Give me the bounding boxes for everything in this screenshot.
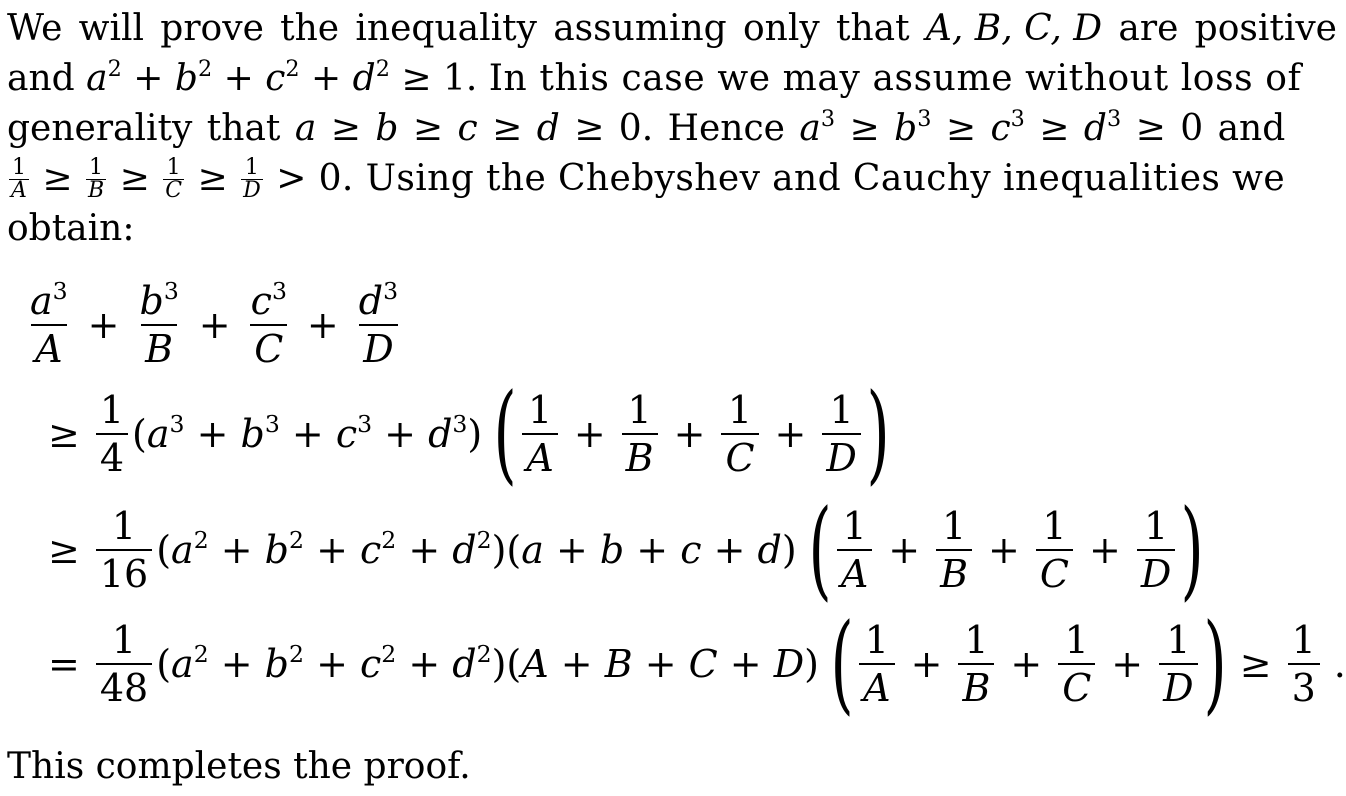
text: generality that [7,108,281,149]
equation-line-2: ≥ $\frac{1}{4}$ $(a^3 + b^3 + c^3 + d^3)$ ( $\frac{1}{A}$ + $\frac{1}{B}$ + $\frac{1}{C}$ + $\frac{1}{D}$ ) [48,371,890,496]
text: In this case we may assume without loss of [488,58,1302,99]
word: We [7,8,63,49]
fraction-1-over-48: $\frac{1}{48}$ [96,617,152,711]
closing-sentence [7,742,1337,792]
inline-math: a ≥ b ≥ c ≥ d ≥ 0. [294,108,654,149]
equation-line-3: ≥ $\frac{1}{16}$ $(a^2 + b^2 + c^2 + d^2)(a + b + c + d)$ ( $\frac{1}{A}$ + $\frac{1}{B}$ + $\frac{1}{C}$ + $\frac{1}{D}$ ) [48,487,1204,612]
word: will [78,8,145,49]
fraction-1-over-D: $\frac{1}{D}$ [243,154,261,203]
word: only [742,8,820,49]
fraction-1-over-3: $\frac{1}{3}$ [1288,617,1320,711]
fraction-1-over-B: $\frac{1}{B}$ [87,154,105,203]
fraction-c3-over-C: $\frac{c^3}{C}$ [250,277,287,371]
word: the [280,8,340,49]
text: > 0. Using the Chebyshev and Cauchy inequalities we [276,158,1286,199]
fraction-1-over-C: $\frac{1}{C}$ [165,154,183,203]
fraction-1-over-4: $\frac{1}{4}$ [96,387,128,481]
paragraph-line-4: $\frac{1}{A}$ ≥ $\frac{1}{B}$ ≥ $\frac{1}{C}$ ≥ $\frac{1}{D}$ > 0. Using the Chebyshev and Cauchy inequalities we [11,154,1286,203]
word: inequality [355,8,537,49]
fraction-b3-over-B: $\frac{b^3}{B}$ [139,277,179,371]
word: are [1118,8,1179,49]
paragraph-line-5 [7,204,1337,254]
word: that [835,8,910,49]
paragraph-line-3 [7,104,1337,154]
text: and [1217,108,1286,149]
fraction-a3-over-A: $\frac{a^3}{A}$ [30,277,68,371]
fraction-d3-over-D: $\frac{d^3}{D}$ [358,277,399,371]
paragraph-line-2 [7,54,1337,104]
fraction-1-over-16: $\frac{1}{16}$ [96,503,152,597]
text: Hence [667,108,785,149]
word: positive [1194,8,1337,49]
fraction-1-over-A: $\frac{1}{A}$ [11,154,27,203]
text: obtain: [7,208,135,249]
text: and [7,58,75,99]
math-variables: A, B, C, D [925,8,1103,49]
inline-math: $a^2 + b^2 + c^2 + d^2 \ge 1$. [86,56,489,99]
equation-line-1: $\frac{a^3}{A}$ + $\frac{b^3}{B}$ + $\frac{c^3}{C}$ + $\frac{d^3}{D}$ [22,278,406,372]
word: assuming [553,8,727,49]
inline-math: $a^3 \ge b^3 \ge c^3 \ge d^3 \ge 0$ [799,106,1204,149]
closing-text: This completes the proof. [7,746,471,787]
word: prove [160,8,264,49]
paragraph-line-1 [7,4,1337,54]
equation-line-4: = $\frac{1}{48}$ $(a^2 + b^2 + c^2 + d^2)(A + B + C + D)$ ( $\frac{1}{A}$ + $\frac{1}{B}$ + $\frac{1}{C}$ + $\frac{1}{D}$ ) ≥ $\frac{1}{3}$ . [48,601,1346,726]
